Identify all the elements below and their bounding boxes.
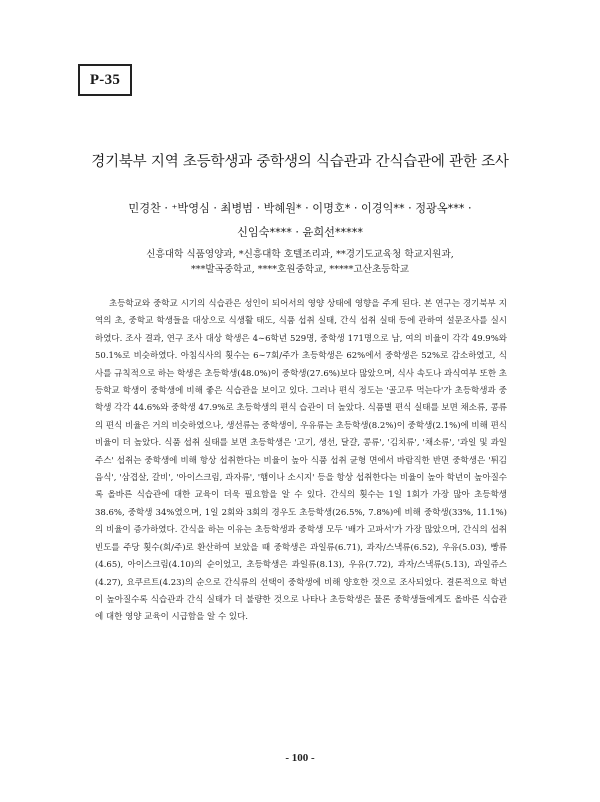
poster-code-box: P-35 [78,64,132,96]
affiliation-line-1: 신흥대학 식품영양과, *신흥대학 호텔조리과, **경기도교육청 학교지원과, [146,249,454,260]
author-list [0,197,600,245]
paper-title: 경기북부 지역 초등학생과 중학생의 식습관과 간식습관에 관한 조사 [91,154,509,170]
abstract-body: 초등학교와 중학교 시기의 식습관은 성인이 되어서의 영양 상태에 영향을 주게 된다. 본 연구는 경기북부 지역의 초, 중학교 학생들을 대상으로 식생활 태도, 식품 섭취 실태, 간식 섭취 실태 등에 관하여 설문조사를 실시하였다. 조사 결과, 연구 조사 대상 학생은 4∼6학년 529명, 중학생 171명으로 남, 여의 비율이 각각 49.9%와 50.1%로 비슷하였다. 아침식사의 횟수는 6∼7회/주가 초등학생은 62%에서 중학생은 52%로 감소하였고, 식사를 규칙적으로 하는 학생은 초등학생(48.0%)이 중학생(27.6%)보다 많았으며, 식사 속도나 과식여부 또한 초등학교 학생이 중학생에 비해 좋은 식습관을 보이고 있다. 그러나 편식 정도는 '골고루 먹는다'가 초등학생과 중학생 각각 44.6%와 중학생 47.9%로 초등학생의 편식 습관이 더 높았다. 식품별 편식 실태를 보면 채소류, 콩류의 편식 비율은 거의 비슷하였으나, 생선류는 중학생이, 우유류는 초등학생(8.2%)이 중학생(2.1%)에 비해 편식비율이 더 높았다. 식품 섭취 실태를 보면 초등학생은 '고기, 생선, 달걀, 콩류', '김치류', '채소류', '과일 및 과일주스' 섭취는 중학생에 비해 항상 섭취한다는 비율이 높아 식품 섭취 균형 면에서 바람직한 반면 중학생은 '튀김음식', '삼겹살, 갈비', '아이스크림, 과자류', '햄이나 소시지' 등을 항상 섭취한다는 비율이 높아 학년이 높아질수록 올바른 식습관에 대한 교육이 더욱 필요함을 알 수 있다. 간식의 횟수는 1일 1회가 가장 많아 초등학생 38.6%, 중학생 34%였으며, 1일 2회와 3회의 경우도 초등학생(26.5%, 7.8%)에 비해 중학생(33%, 11.1%)의 비율이 증가하였다. 간식을 하는 이유는 초등학생과 중학생 모두 '배가 고파서'가 가장 많았으며, 간식의 섭취 빈도를 주당 횟수(회/주)로 환산하여 보았을 때 중학생은 과일류(6.71), 과자/스낵류(6.52), 우유(5.03), 빵류(4.65), 아이스크림(4.10)의 순이었고, 초등학생은 과일류(8.13), 우유(7.72), 과자/스낵류(5.13), 과일쥬스(4.27), 요쿠르트(4.23)의 순으로 간식류의 선택이 중학생에 비해 양호한 것으로 조사되었다. 결론적으로 학년이 높아질수록 식습관과 간식 실태가 더 불량한 것으로 나타나 초등학생은 물론 중학생들에게도 올바른 식습관에 대한 영양 교육이 시급함을 알 수 있다. [95,299,507,623]
page-number: - 100 - [285,752,315,764]
author-line-1: 민경찬 · ⁺박영심 · 최병범 · 박혜원* · 이명호* · 이경익** · 정광옥*** · [128,202,472,215]
author-line-2: 신임숙**** · 윤희선***** [237,226,363,239]
affiliation-list [0,247,600,277]
affiliation-line-2: ***발곡중학교, ****호원중학교, *****고산초등학교 [190,264,410,275]
